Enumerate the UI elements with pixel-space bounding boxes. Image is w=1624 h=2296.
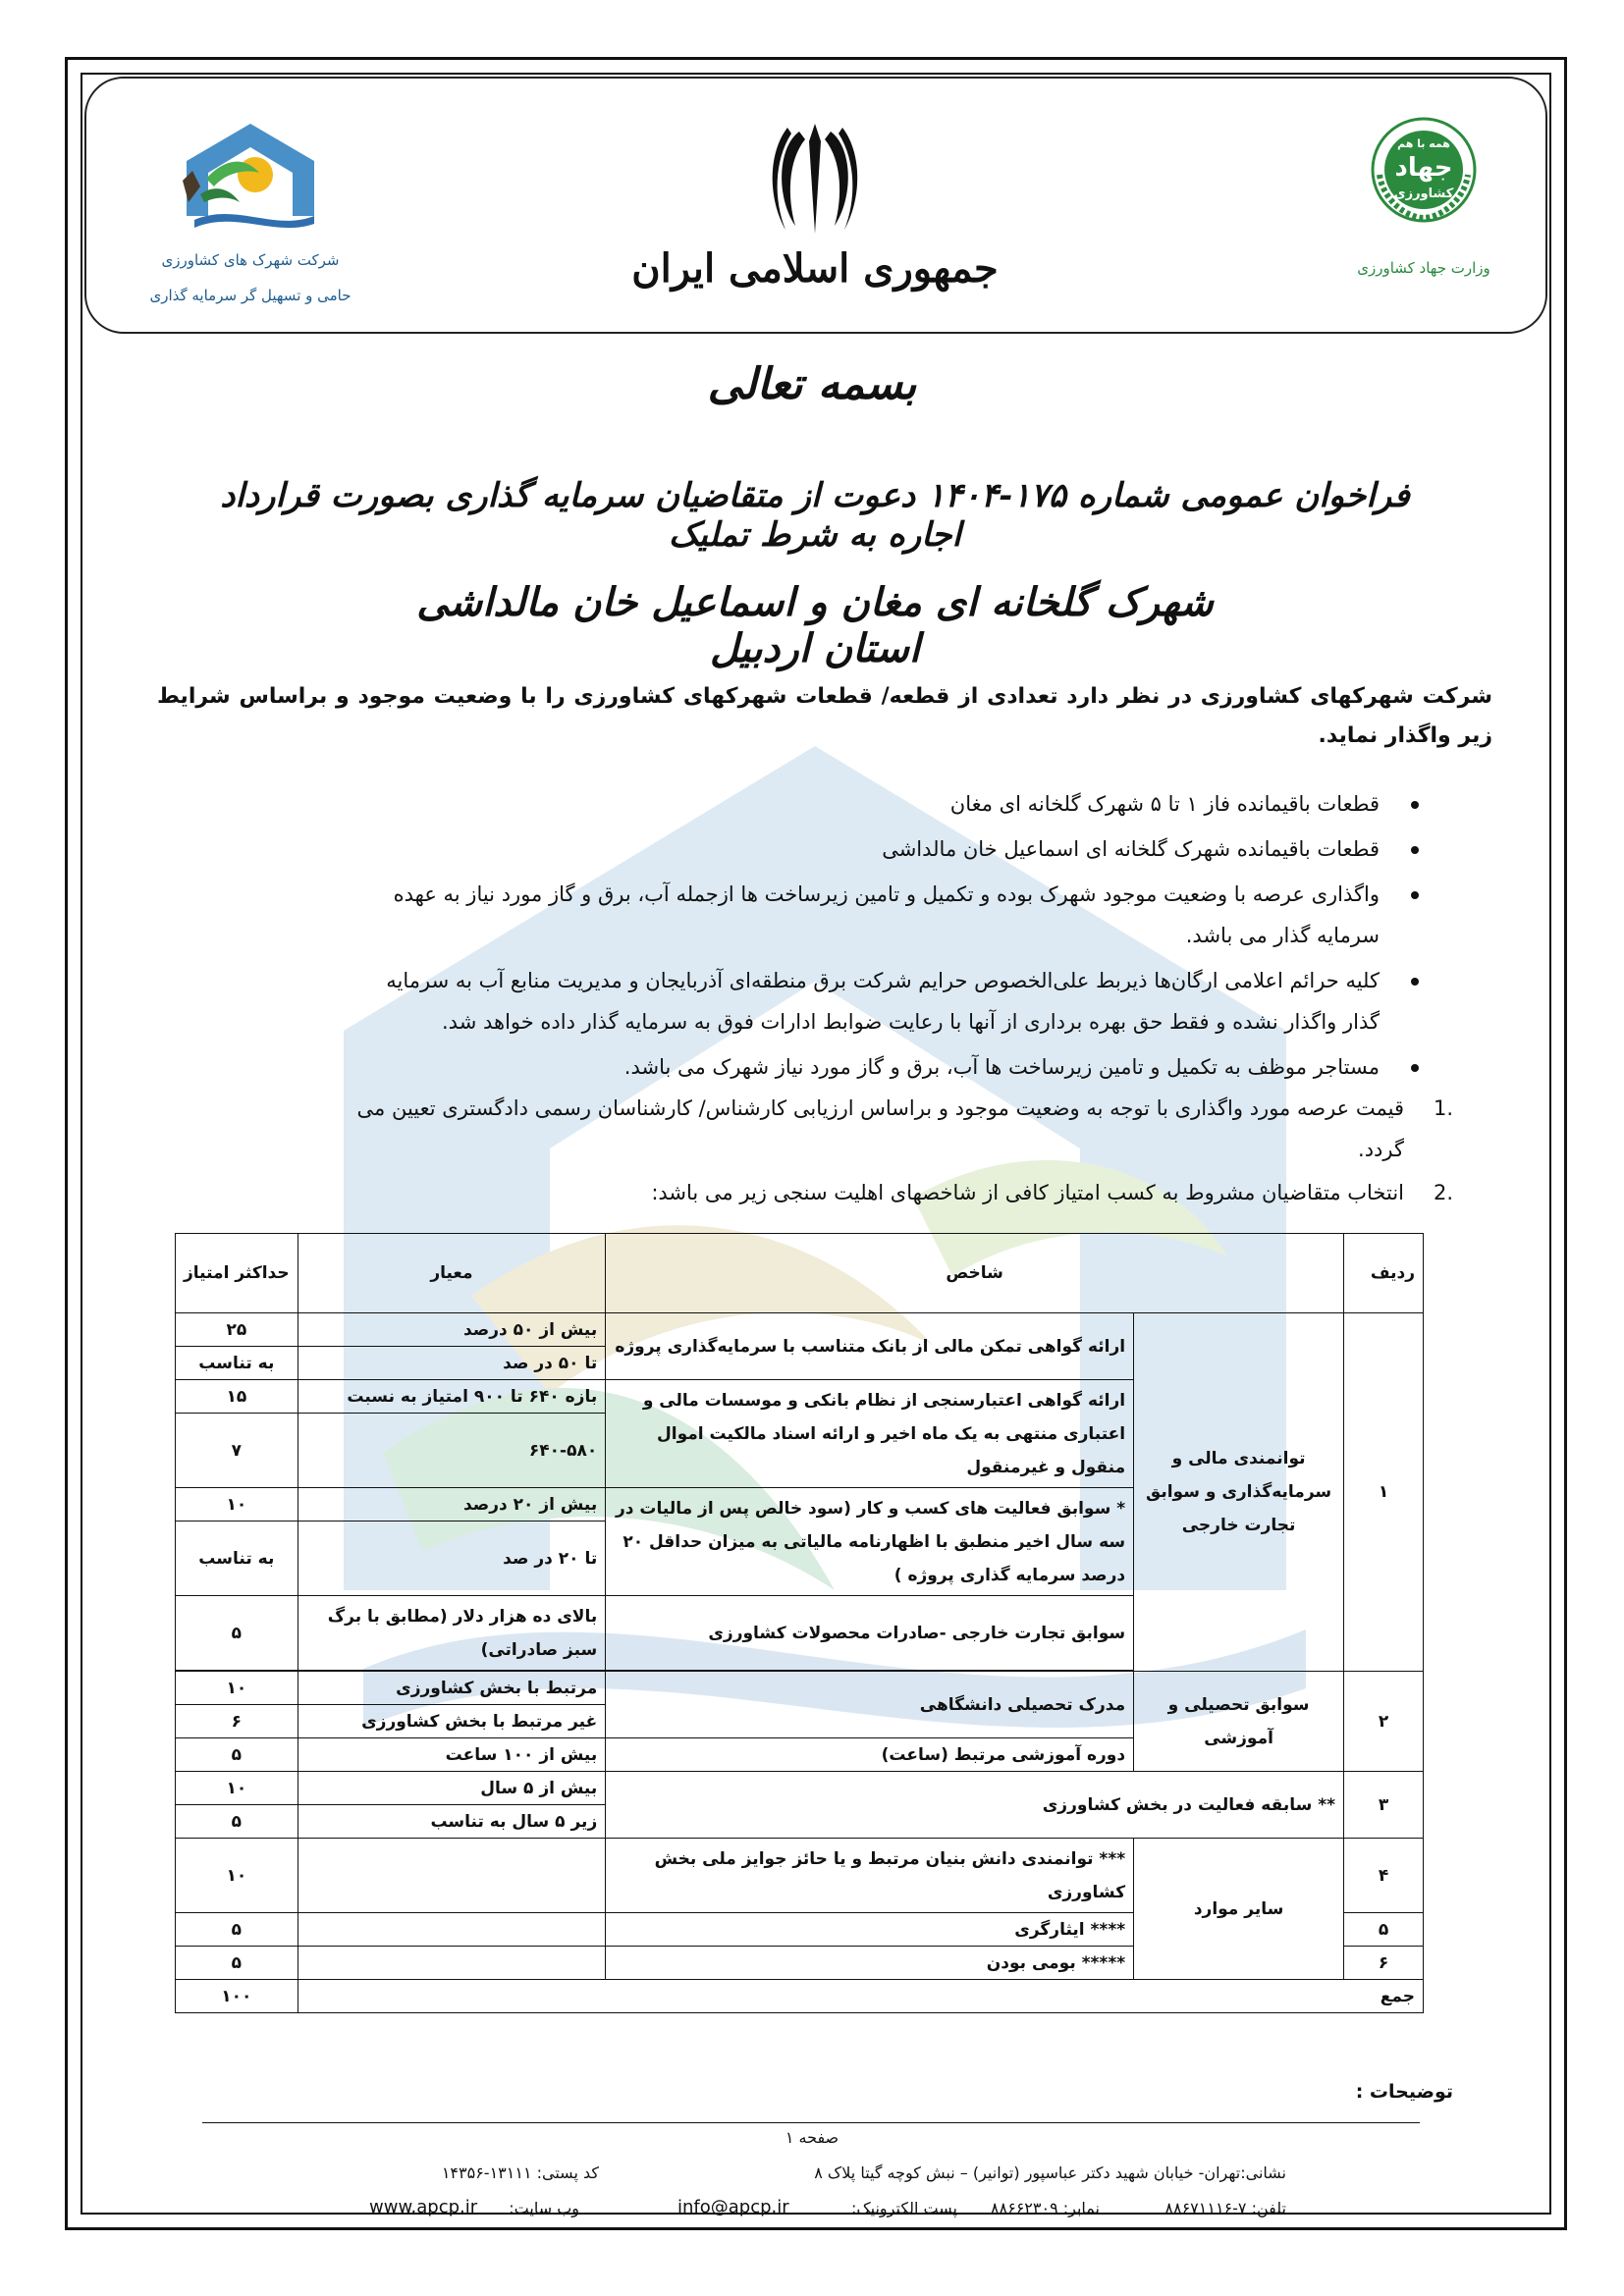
criterion-cell (298, 1913, 606, 1947)
footer-email-label: پست الکترونیک: (850, 2199, 957, 2217)
criterion-cell: غیر مرتبط با بخش کشاورزی (298, 1705, 606, 1738)
ministry-logo-top-text: همه با هم (1397, 137, 1450, 150)
footer-divider (202, 2122, 1420, 2123)
category-cell: سوابق تحصیلی و آموزشی (1134, 1672, 1344, 1772)
bullet-dot (1411, 891, 1419, 899)
bullet-item: واگذاری عرصه با وضعیت موجود شهرک بوده و تکمیل و تامین زیرساخت ها ازجمله آب، برق و گاز مورد نیاز به عهده (393, 882, 1380, 906)
iran-caption: جمهوری اسلامی ایران (631, 245, 999, 292)
score-cell: ۶ (176, 1705, 298, 1738)
score-cell: ۵ (176, 1805, 298, 1839)
score-cell: ۵ (176, 1738, 298, 1772)
indicator-cell: ** سابقه فعالیت در بخش کشاورزی (606, 1772, 1344, 1839)
row-number-cell: ۵ (1344, 1913, 1424, 1947)
bullet-item-continued: سرمایه گذار می باشد. (1185, 924, 1380, 947)
footer-fax: نمابر: ۸۸۶۶۲۳۰۹ (990, 2199, 1100, 2217)
indicator-cell: ***** بومی بودن (606, 1947, 1134, 1980)
score-cell: ۵ (176, 1596, 298, 1671)
table-total-row (176, 1980, 1424, 2013)
row-number-cell: ۶ (1344, 1947, 1424, 1980)
bullet-dot (1411, 978, 1419, 986)
notes-label: توضیحات : (1355, 2081, 1453, 2103)
indicator-cell: * سوابق فعالیت های کسب و کار (سود خالص پس از مالیات در سه سال اخیر منطبق با اظهارنامه مالیاتی به میزان حداقل ۲۰ درصد سرمایه گذاری پروژه ) (606, 1488, 1134, 1596)
indicator-cell: سوابق تجارت خارجی -صادرات محصولات کشاورزی (606, 1596, 1134, 1671)
ministry-caption: وزارت جهاد کشاورزی (1357, 259, 1490, 277)
company-caption-line1: شرکت شهرک های کشاورزی (161, 251, 340, 269)
total-value: ۱۰۰ (176, 1980, 298, 2013)
criterion-cell: مرتبط با بخش کشاورزی (298, 1672, 606, 1705)
criterion-cell: بیش از ۲۰ درصد (298, 1488, 606, 1522)
score-cell: ۱۰ (176, 1488, 298, 1522)
table-header-row (176, 1234, 1424, 1313)
score-cell: ۱۰ (176, 1772, 298, 1805)
score-cell: ۷ (176, 1414, 298, 1488)
footer-address: نشانی:تهران- خیابان شهید دکتر عباسپور (توانیر) – نبش کوچه گیتا پلاک ۸ (814, 2163, 1286, 2182)
table-row (176, 1672, 1424, 1705)
ministry-logo (1370, 116, 1478, 224)
table-row (176, 1313, 1424, 1347)
numbered-index: .2 (1433, 1181, 1453, 1204)
criterion-cell: ۶۴۰-۵۸۰ (298, 1414, 606, 1488)
numbered-index: .1 (1433, 1096, 1453, 1120)
footer-postal-code: کد پستی: ۱۳۱۱۱-۱۴۳۵۶ (441, 2163, 599, 2182)
footer-web-label: وب سایت: (509, 2199, 579, 2217)
criterion-cell: بیش از ۵ سال (298, 1772, 606, 1805)
criterion-cell: تا ۵۰ در صد (298, 1347, 606, 1380)
iran-emblem-icon (766, 118, 864, 236)
score-cell: ۱۰ (176, 1672, 298, 1705)
indicator-cell: دوره آموزشی مرتبط (ساعت) (606, 1738, 1134, 1772)
criterion-cell (298, 1839, 606, 1913)
indicator-cell: **** ایثارگری (606, 1913, 1134, 1947)
numbered-item-continued: گردد. (1358, 1138, 1404, 1161)
header-criterion: معیار (298, 1234, 606, 1313)
score-cell: به تناسب (176, 1522, 298, 1596)
criterion-cell: زیر ۵ سال به تناسب (298, 1805, 606, 1839)
criterion-cell: بازه ۶۴۰ تا ۹۰۰ امتیاز به نسبت (298, 1380, 606, 1414)
score-cell: ۱۵ (176, 1380, 298, 1414)
bullet-dot (1411, 846, 1419, 854)
company-logo-icon (177, 118, 324, 236)
header-max-score: حداکثر امتیاز (176, 1234, 298, 1313)
ministry-logo-sub-text: کشاورزی (1393, 187, 1454, 201)
criteria-table (175, 1233, 1424, 2013)
criterion-cell: بیش از ۱۰۰ ساعت (298, 1738, 606, 1772)
criterion-cell (298, 1947, 606, 1980)
header-indicator: شاخص (606, 1234, 1344, 1313)
bullet-dot (1411, 1064, 1419, 1072)
row-number-cell: ۱ (1344, 1313, 1424, 1672)
score-cell: ۱۰ (176, 1839, 298, 1913)
criterion-cell: بالای ده هزار دلار (مطابق با برگ سبز صادراتی) (298, 1596, 606, 1671)
bullet-item: قطعات باقیمانده شهرک گلخانه ای اسماعیل خان مالداشی (882, 837, 1380, 861)
page-number: صفحه ۱ (785, 2128, 839, 2147)
ministry-logo-main-text: جهاد (1394, 153, 1453, 183)
category-cell: سایر موارد (1134, 1839, 1344, 1980)
criterion-cell: بیش از ۵۰ درصد (298, 1313, 606, 1347)
row-number-cell: ۲ (1344, 1672, 1424, 1772)
numbered-item: انتخاب متقاضیان مشروط به کسب امتیاز کافی از شاخصهای اهلیت سنجی زیر می باشد: (651, 1181, 1404, 1204)
indicator-cell: *** توانمندی دانش بنیان مرتبط و یا حائز جوایز ملی بخش کشاورزی (606, 1839, 1134, 1913)
score-cell: به تناسب (176, 1347, 298, 1380)
numbered-item: قیمت عرصه مورد واگذاری با توجه به وضعیت موجود و براساس ارزیابی کارشناس/ کارشناسان رسمی دادگستری تعیین می (356, 1096, 1404, 1120)
indicator-cell: ارائه گواهی تمکن مالی از بانک متناسب با سرمایه‌گذاری پروژه (606, 1313, 1134, 1380)
company-caption-line2: حامی و تسهیل گر سرمایه گذاری (149, 287, 352, 304)
indicator-cell: مدرک تحصیلی دانشگاهی (606, 1672, 1134, 1738)
category-cell: توانمندی مالی و سرمایه‌گذاری و سوابق تجارت خارجی (1134, 1313, 1344, 1672)
total-label: جمع (298, 1980, 1423, 2013)
row-number-cell: ۳ (1344, 1772, 1424, 1839)
bullet-item: کلیه حرائم اعلامی ارگان‌ها ذیربط علی‌الخصوص حرایم شرکت برق منطقه‌ای آذربایجان و مدیریت منابع آب به سرمایه (386, 969, 1380, 992)
table-row (176, 1772, 1424, 1805)
footer-phone: تلفن: ۷-۸۸۶۷۱۱۱۶ (1164, 2199, 1286, 2217)
indicator-cell: ارائه گواهی اعتبارسنجی از نظام بانکی و موسسات مالی و اعتباری منتهی به یک ماه اخیر و ارائه اسناد مالکیت اموال منقول و غیرمنقول (606, 1380, 1134, 1488)
criterion-cell: تا ۲۰ در صد (298, 1522, 606, 1596)
score-cell: ۵ (176, 1947, 298, 1980)
call-title: فراخوان عمومی شماره ۱۷۵-۱۴۰۴ دعوت از متقاضیان سرمایه گذاری بصورت قرارداد اجاره به شرط تملیک (220, 476, 1410, 555)
call-subtitle: شهرک گلخانه ای مغان و اسماعیل خان مالداشی استان اردبیل (416, 579, 1214, 671)
bullet-item-continued: گذار واگذار نشده و فقط حق بهره برداری از آنها با رعایت ضوابط ادارات فوق به سرمایه گذار داده خواهد شد. (442, 1010, 1380, 1034)
footer-email[interactable]: info@apcp.ir (677, 2197, 789, 2217)
besmellah: بسمه تعالی (707, 359, 917, 409)
table-row (176, 1839, 1424, 1913)
bullet-item: مستاجر موظف به تکمیل و تامین زیرساخت ها آب، برق و گاز مورد نیاز شهرک می باشد. (623, 1055, 1380, 1079)
header-row-number: ردیف (1344, 1234, 1424, 1313)
bullet-dot (1411, 801, 1419, 809)
row-number-cell: ۴ (1344, 1839, 1424, 1913)
score-cell: ۵ (176, 1913, 298, 1947)
bullet-item: قطعات باقیمانده فاز ۱ تا ۵ شهرک گلخانه ای مغان (949, 792, 1380, 816)
footer-website[interactable]: www.apcp.ir (369, 2197, 478, 2217)
intro-paragraph: شرکت شهرکهای کشاورزی در نظر دارد تعدادی از قطعه/ قطعات شهرکهای کشاورزی را با وضعیت موجود و براساس شرایط زیر واگذار نماید. (157, 684, 1492, 748)
score-cell: ۲۵ (176, 1313, 298, 1347)
